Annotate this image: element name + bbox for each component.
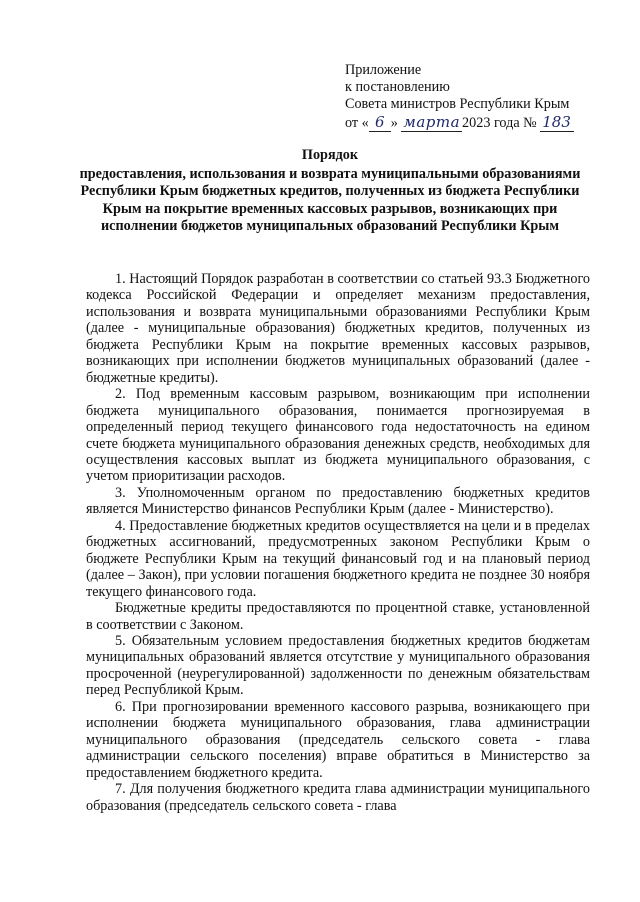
document-subtitle: предоставления, использования и возврата муниципальными образованиями Республики Крым бюджетных кредитов, полученных из бюджета Республики Крым на покрытие временных кассовых разрывов, возникающих при исполнении бюджетов муниципальных образований Республики Крым xyxy=(79,165,581,235)
appendix-line-3: Совета министров Республики Крым xyxy=(345,96,570,113)
paragraph-1: 1. Настоящий Порядок разработан в соответствии со статьей 93.3 Бюджетного кодекса Российской Федерации и определяет механизм предоставления, использования и возврата муниципальными образованиями Республики Крым (далее - муниципальные образования) бюджетных кредитов, полученных из бюджета Республики Крым на покрытие временных кассовых разрывов, возникающих при исполнении бюджетов муниципальных образований (далее - бюджетные кредиты). xyxy=(86,271,590,386)
paragraph-4-rate: Бюджетные кредиты предоставляются по процентной ставке, установленной в соответствии с Законом. xyxy=(86,600,590,633)
paragraph-6: 6. При прогнозировании временного кассового разрыва, возникающего при исполнении бюджета муниципального образования, глава администрации муниципального образования (председатель сельского совета - глава администрации сельского поселения) вправе обратиться в Министерство за предоставлением бюджетного кредита. xyxy=(86,698,590,781)
appendix-line-2: к постановлению xyxy=(345,79,450,96)
handwritten-number: 183 xyxy=(540,114,574,132)
quote-close: » xyxy=(390,114,398,131)
document-title: Порядок xyxy=(301,147,359,163)
paragraph-5: 5. Обязательным условием предоставления бюджетных кредитов бюджетам муниципальных образований является отсутствие у муниципального образования просроченной (неурегулированной) задолженности по денежным обязательствам перед Республикой Крым. xyxy=(86,632,590,699)
document-body xyxy=(86,271,590,814)
paragraph-2: 2. Под временным кассовым разрывом, возникающим при исполнении бюджета муниципального образования, понимается прогнозируемая в определенный период текущего финансового года недостаточность на едином счете бюджета муниципального образования денежных средств, необходимых для осуществления кассовых выплат из бюджета муниципального образования, с учетом приоритизации расходов. xyxy=(86,386,590,485)
appendix-line-1: Приложение xyxy=(345,62,422,78)
date-prefix: от « xyxy=(345,114,369,131)
paragraph-3: 3. Уполномоченным органом по предоставлению бюджетных кредитов является Министерство финансов Республики Крым (далее - Министерство). xyxy=(86,484,590,518)
appendix-block xyxy=(345,62,574,132)
document-heading xyxy=(70,147,590,236)
handwritten-month: марта xyxy=(403,112,461,131)
year-suffix: 2023 года № xyxy=(462,114,537,131)
resolution-date-line xyxy=(345,114,574,132)
paragraph-4: 4. Предоставление бюджетных кредитов осуществляется на цели и в пределах бюджетных ассигнований, предусмотренных законом Республики Крым о бюджете Республики Крым на текущий финансовый год и на плановый период (далее – Закон), при условии погашения бюджетного кредита не позднее 30 ноября текущего финансового года. xyxy=(86,517,590,600)
handwritten-day: 6 xyxy=(369,114,391,132)
paragraph-7: 7. Для получения бюджетного кредита глава администрации муниципального образования (председатель сельского совета - глава xyxy=(86,781,590,814)
